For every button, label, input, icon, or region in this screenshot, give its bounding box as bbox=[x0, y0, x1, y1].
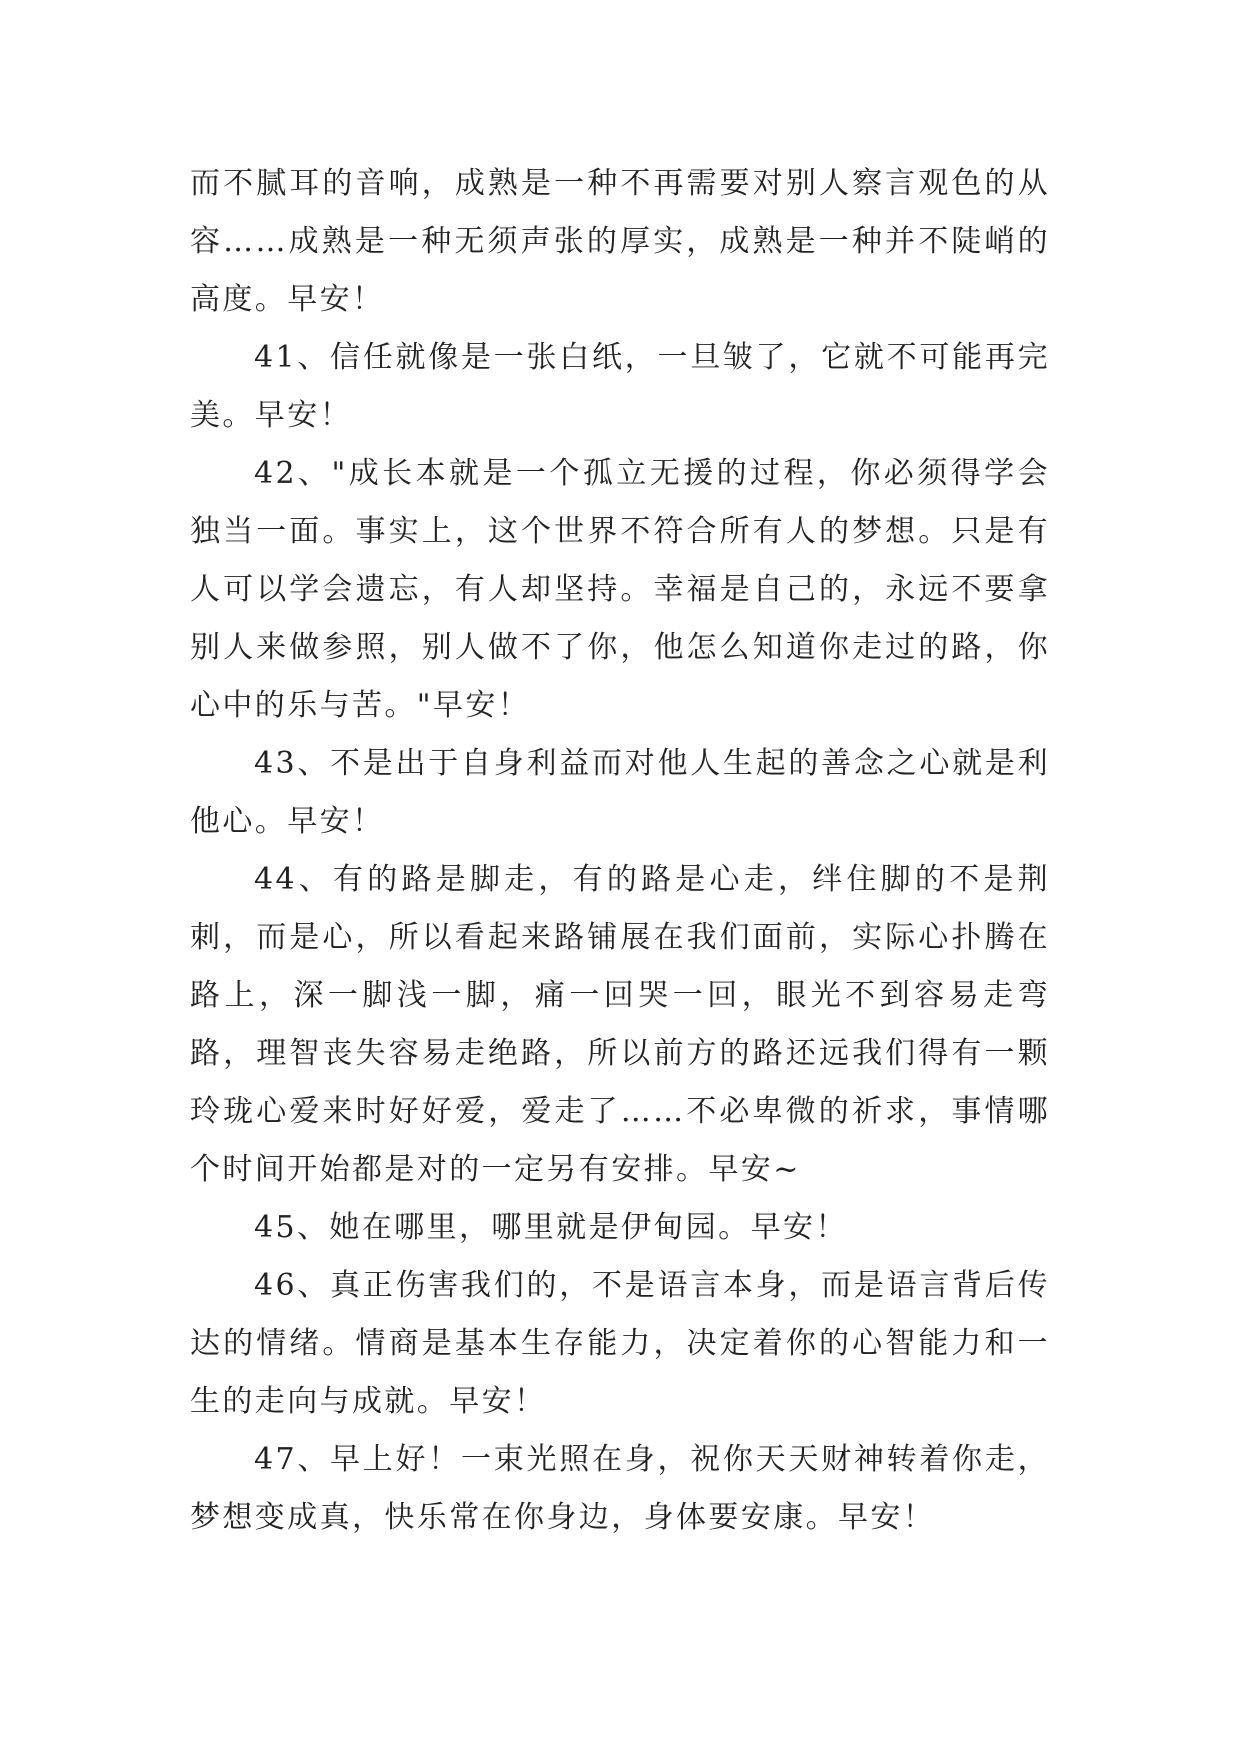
paragraph-item-42: 42、"成长本就是一个孤立无援的过程，你必须得学会独当一面。事实上，这个世界不符合所有人的梦想。只是有人可以学会遗忘，有人却坚持。幸福是自己的，永远不要拿别人来做参照，别人做不了你，他怎么知道你走过的路，你心中的乐与苦。"早安！ bbox=[190, 456, 1050, 723]
paragraph-item-45: 45、她在哪里，哪里就是伊甸园。早安！ bbox=[254, 1210, 848, 1245]
paragraph-item-46: 46、真正伤害我们的，不是语言本身，而是语言背后传达的情绪。情商是基本生存能力，决定着你的心智能力和一生的走向与成就。早安！ bbox=[190, 1268, 1050, 1419]
paragraph-item-43: 43、不是出于自身利益而对他人生起的善念之心就是利他心。早安！ bbox=[190, 746, 1050, 839]
document-body bbox=[190, 155, 1050, 1547]
paragraph-item-47: 47、早上好！一束光照在身，祝你天天财神转着你走，梦想变成真，快乐常在你身边，身体要安康。早安！ bbox=[190, 1442, 1050, 1535]
paragraph-item-44: 44、有的路是脚走，有的路是心走，绊住脚的不是荆刺，而是心，所以看起来路铺展在我们面前，实际心扑腾在路上，深一脚浅一脚，痛一回哭一回，眼光不到容易走弯路，理智丧失容易走绝路，所以前方的路还远我们得有一颗玲珑心爱来时好好爱，爱走了……不必卑微的祈求，事情哪个时间开始都是对的一定另有安排。早安~ bbox=[190, 862, 1050, 1187]
paragraph-item-41: 41、信任就像是一张白纸，一旦皱了，它就不可能再完美。早安！ bbox=[190, 340, 1050, 433]
paragraph-continuation: 而不腻耳的音响，成熟是一种不再需要对别人察言观色的从容……成熟是一种无须声张的厚实，成熟是一种并不陡峭的高度。早安！ bbox=[190, 166, 1050, 317]
